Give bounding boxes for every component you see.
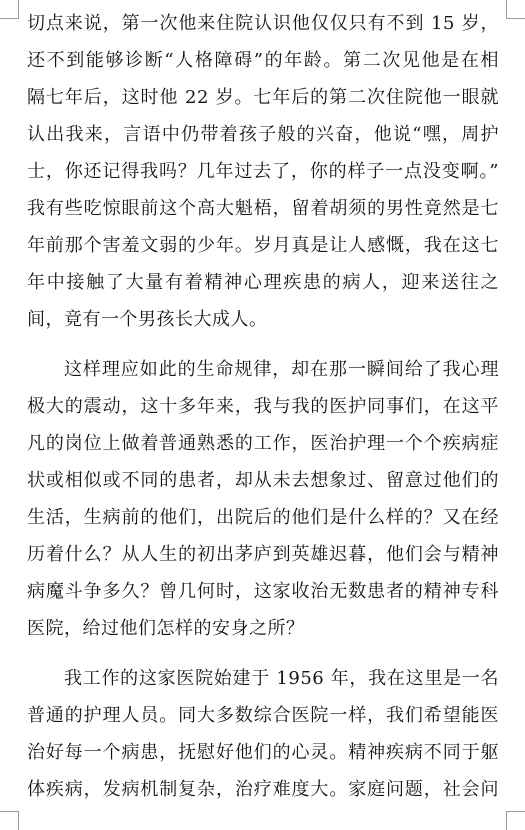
paragraph-3-line-2: 普通的护理人员。同大多数综合医院一样，我们希望能医 xyxy=(27,705,499,726)
crop-mark-bottom-right xyxy=(506,811,525,830)
paragraph-2-line-1: 这样理应如此的生命规律，却在那一瞬间给了我心理 xyxy=(64,359,499,380)
paragraph-1-line-7: 年前那个害羞文弱的少年。岁月真是让人感慨，我在这七 xyxy=(27,235,499,256)
paragraph-1-line-3: 隔七年后，这时他 22 岁。七年后的第二次住院他一眼就 xyxy=(27,87,499,108)
paragraph-1-line-1: 切点来说，第一次他来住院认识他仅仅只有不到 15 岁， xyxy=(27,13,499,34)
paragraph-3-line-3: 治好每一个病患，抚慰好他们的心灵。精神疾病不同于躯 xyxy=(27,742,499,763)
paragraph-2-line-3: 凡的岗位上做着普通熟悉的工作，医治护理一个个疾病症 xyxy=(27,433,499,454)
paragraph-2-line-4: 状或相似或不同的患者，却从未去想象过、留意过他们的 xyxy=(27,470,499,491)
paragraph-2-line-8: 医院，给过他们怎样的安身之所？ xyxy=(27,618,305,639)
paragraph-2-line-7: 病魔斗争多久？曾几何时，这家收治无数患者的精神专科 xyxy=(27,581,499,602)
paragraph-1-line-8: 年中接触了大量有着精神心理疾患的病人，迎来送往之 xyxy=(27,272,499,293)
crop-mark-top-right xyxy=(506,0,525,19)
paragraph-2-line-6: 历着什么？从人生的初出茅庐到英雄迟暮，他们会与精神 xyxy=(27,544,499,565)
crop-mark-bottom-left xyxy=(0,811,19,830)
paragraph-2-line-5: 生活，生病前的他们，出院后的他们是什么样的？又在经 xyxy=(27,507,499,528)
crop-mark-top-left xyxy=(0,0,19,19)
paragraph-1-line-5: 士，你还记得我吗？几年过去了，你的样子一点没变啊。” xyxy=(27,161,499,182)
paragraph-3-line-1: 我工作的这家医院始建于 1956 年，我在这里是一名 xyxy=(64,668,499,689)
paragraph-1-line-6: 我有些吃惊眼前这个高大魁梧，留着胡须的男性竟然是七 xyxy=(27,198,499,219)
paragraph-1-line-2: 还不到能够诊断“人格障碍”的年龄。第二次见他是在相 xyxy=(27,50,499,71)
paragraph-1-line-9: 间，竟有一个男孩长大成人。 xyxy=(27,309,268,330)
paragraph-3-line-4: 体疾病，发病机制复杂，治疗难度大。家庭问题，社会问 xyxy=(27,779,499,800)
paragraph-2-line-2: 极大的震动，这十多年来，我与我的医护同事们，在这平 xyxy=(27,396,499,417)
paragraph-1-line-4: 认出我来，言语中仍带着孩子般的兴奋，他说“嘿，周护 xyxy=(27,124,499,145)
